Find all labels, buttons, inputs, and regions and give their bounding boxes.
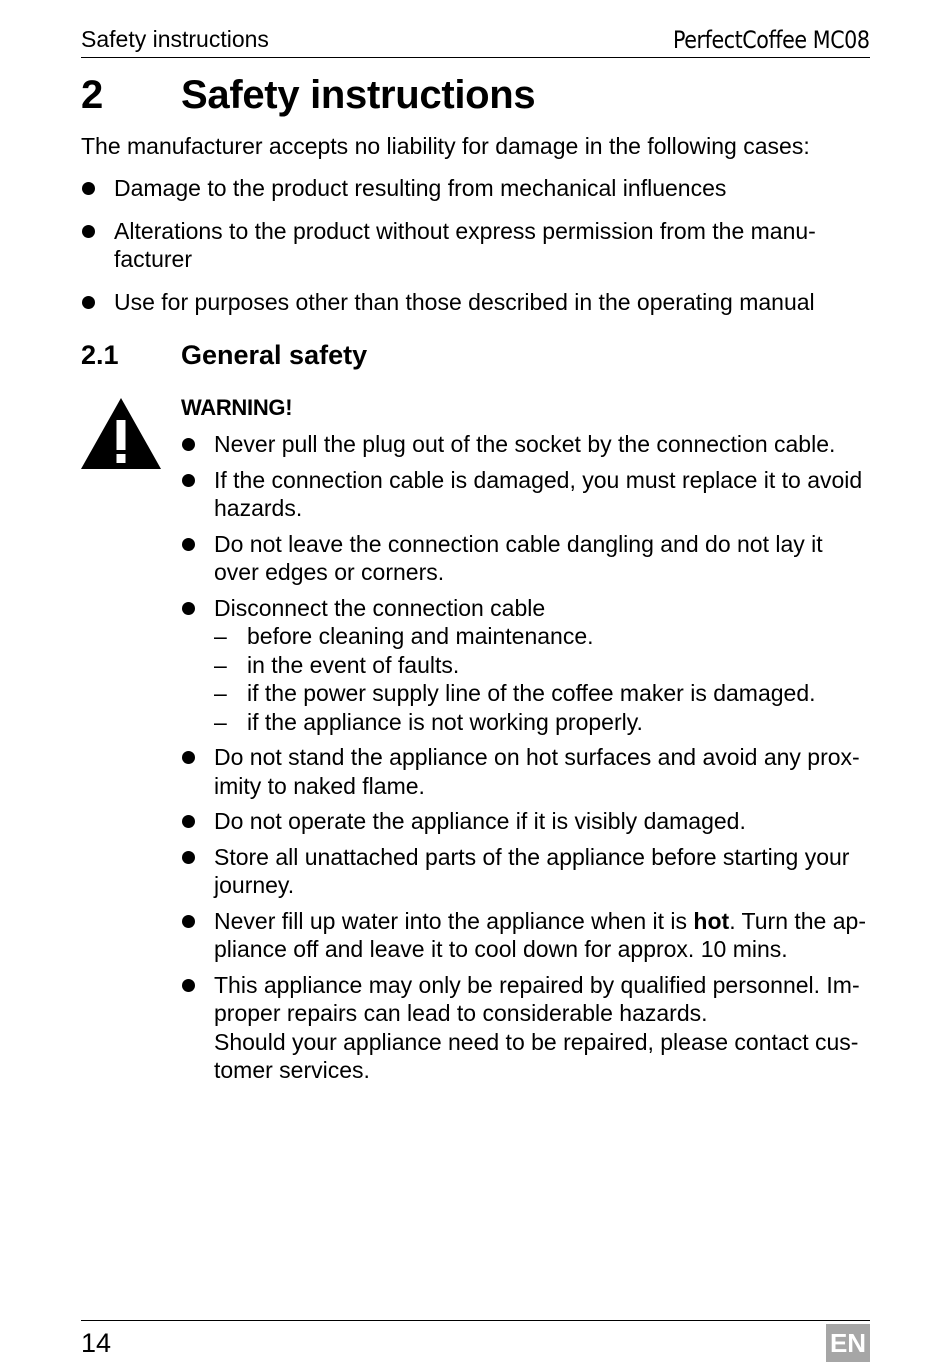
sub-list-item — [214, 622, 873, 651]
section-title: General safety — [181, 340, 368, 370]
list-item-text — [214, 908, 866, 963]
bullet-icon — [82, 296, 95, 309]
bullet-icon — [182, 979, 195, 992]
warning-label: WARNING! — [181, 395, 293, 420]
list-item — [81, 288, 871, 317]
header-product-name: PerfectCoffee MC08 — [673, 26, 870, 54]
bullet-icon — [182, 602, 195, 615]
bullet-icon — [182, 851, 195, 864]
bullet-icon — [182, 915, 195, 928]
dash-marker: – — [214, 708, 227, 735]
list-item-text: Disconnect the connection cable — [214, 594, 546, 621]
sub-list-item — [214, 708, 873, 737]
list-item — [181, 530, 873, 587]
sub-list-item-text: in the event of faults. — [247, 651, 460, 678]
bullet-icon — [182, 815, 195, 828]
hot-item-text-after: . Turn the ap-pliance off and leave it to cool down for approx. 10 mins. — [214, 907, 866, 962]
list-item-text: Alterations to the product without express permission from the manu-facturer — [114, 217, 816, 272]
list-item — [181, 466, 873, 523]
list-item — [81, 217, 871, 274]
list-item — [181, 843, 873, 900]
sub-list-item-text: if the appliance is not working properly. — [247, 708, 643, 735]
page-number: 14 — [81, 1328, 112, 1358]
sub-list-item — [214, 679, 873, 708]
sub-list-item — [214, 651, 873, 680]
list-item — [181, 807, 873, 836]
page-footer — [81, 1320, 870, 1358]
list-item-text: Use for purposes other than those described in the operating manual — [114, 288, 815, 315]
page-header — [81, 26, 870, 58]
sub-list-item-text: if the power supply line of the coffee maker is damaged. — [247, 680, 816, 706]
intro-paragraph: The manufacturer accepts no liability for damage in the following cases: — [81, 133, 810, 159]
bullet-icon — [82, 182, 95, 195]
repair-text-line-2: Should your appliance need to be repaired, please contact cus-tomer services. — [214, 1028, 859, 1083]
warning-triangle-icon — [80, 396, 162, 470]
language-badge: EN — [826, 1324, 870, 1362]
hot-item-text-before: Never fill up water into the appliance when it is — [214, 907, 694, 934]
list-item — [181, 971, 873, 1085]
safety-instructions-list — [181, 430, 873, 1092]
sub-list-item-text: before cleaning and maintenance. — [247, 623, 594, 649]
disconnect-cases-list — [214, 622, 873, 736]
hot-emphasis: hot — [693, 907, 730, 934]
list-item — [181, 743, 873, 800]
dash-marker: – — [214, 623, 227, 649]
bullet-icon — [82, 225, 95, 238]
list-item — [181, 594, 873, 737]
chapter-number: 2 — [81, 73, 104, 117]
list-item-text — [214, 972, 860, 1084]
bullet-icon — [182, 751, 195, 764]
dash-marker: – — [214, 651, 227, 678]
bullet-icon — [182, 438, 195, 451]
bullet-icon — [182, 538, 195, 551]
section-number: 2.1 — [81, 340, 119, 370]
liability-cases-list — [81, 174, 871, 330]
list-item-text: Do not stand the appliance on hot surfaces and avoid any prox-imity to naked flame. — [214, 744, 860, 799]
list-item — [181, 907, 873, 964]
list-item-text: Damage to the product resulting from mechanical influences — [114, 175, 727, 201]
list-item-text: Do not leave the connection cable dangling and do not lay it over edges or corners. — [214, 530, 823, 585]
list-item-text: Store all unattached parts of the appliance before starting your journey. — [214, 843, 850, 898]
list-item — [181, 430, 873, 459]
repair-text-line-1: This appliance may only be repaired by qualified personnel. Im-proper repairs can lead to considerable hazards. — [214, 971, 860, 1026]
dash-marker: – — [214, 680, 227, 706]
chapter-title: Safety instructions — [181, 73, 536, 117]
header-section-title: Safety instructions — [81, 26, 269, 52]
bullet-icon — [182, 474, 195, 487]
list-item-text: Do not operate the appliance if it is visibly damaged. — [214, 808, 746, 834]
list-item-text: Never pull the plug out of the socket by the connection cable. — [214, 431, 836, 457]
list-item — [81, 174, 871, 203]
list-item-text: If the connection cable is damaged, you must replace it to avoid hazards. — [214, 466, 863, 521]
